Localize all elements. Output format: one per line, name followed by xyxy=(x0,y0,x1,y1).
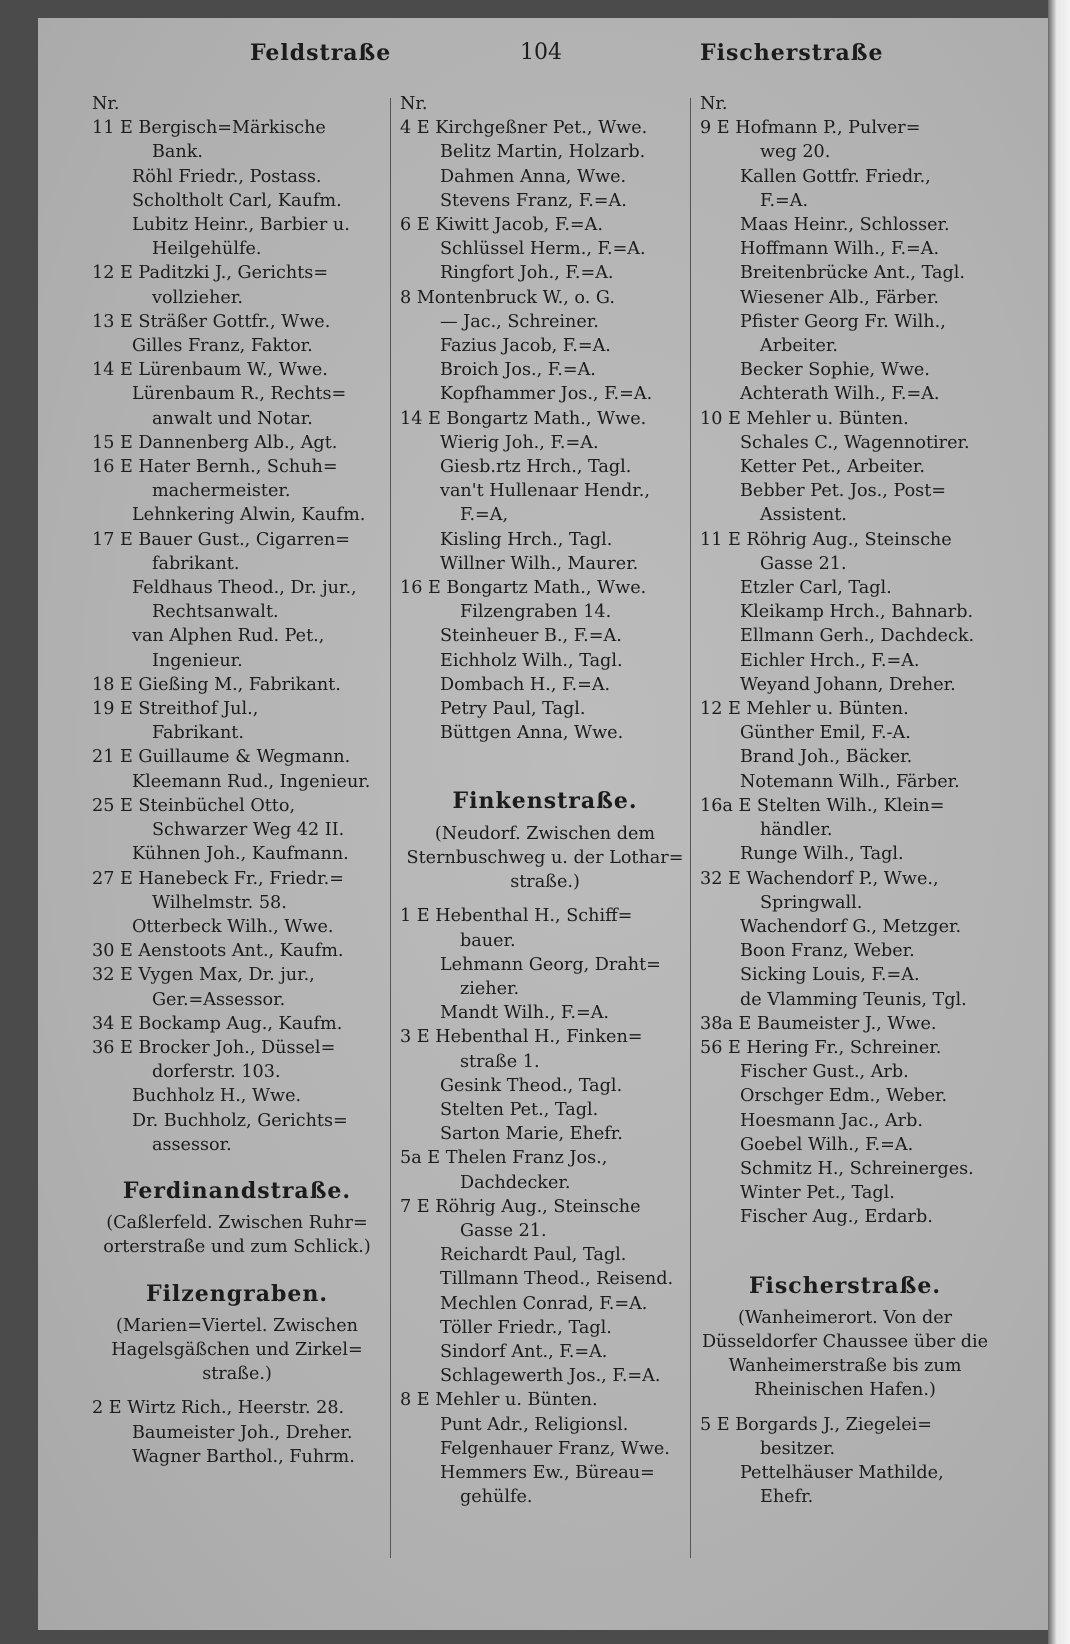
directory-entry: Stevens Franz, F.=A. xyxy=(440,190,627,211)
directory-entry: Hoffmann Wilh., F.=A. xyxy=(740,239,940,260)
column-divider xyxy=(390,98,391,1558)
directory-entry: Willner Wilh., Maurer. xyxy=(440,553,639,574)
directory-entry: Becker Sophie, Wwe. xyxy=(740,360,930,381)
directory-entry: Kallen Gottfr. Friedr., xyxy=(740,166,931,187)
directory-entry: Fabrikant. xyxy=(152,723,244,744)
directory-entry: bauer. xyxy=(460,930,516,951)
directory-entry: machermeister. xyxy=(152,481,291,502)
directory-entry: händler. xyxy=(760,820,833,841)
directory-entry: Büttgen Anna, Wwe. xyxy=(440,723,624,744)
directory-entry: Ingenieur. xyxy=(152,650,243,671)
directory-entry: 38a E Baumeister J., Wwe. xyxy=(700,1013,937,1034)
directory-entry: Wagner Barthol., Fuhrm. xyxy=(132,1446,355,1467)
directory-entry: Ger.=Assessor. xyxy=(152,989,286,1010)
directory-entry: Etzler Carl, Tagl. xyxy=(740,578,892,599)
directory-entry: Tillmann Theod., Reisend. xyxy=(440,1269,674,1290)
directory-entry: Scholtholt Carl, Kaufm. xyxy=(132,190,342,211)
directory-entry: 30 E Aenstoots Ant., Kaufm. xyxy=(92,941,344,962)
directory-entry: 16 E Bongartz Math., Wwe. xyxy=(400,578,647,599)
directory-entry: Dachdecker. xyxy=(460,1172,571,1193)
directory-entry: Goebel Wilh., F.=A. xyxy=(740,1134,914,1155)
directory-entry: F.=A, xyxy=(460,505,509,526)
directory-entry: 16a E Stelten Wilh., Klein= xyxy=(700,795,945,816)
directory-entry: Günther Emil, F.-A. xyxy=(740,723,911,744)
directory-entry: weg 20. xyxy=(760,142,831,163)
directory-entry: Heilgehülfe. xyxy=(152,239,262,260)
directory-entry: 36 E Brocker Joh., Düssel= xyxy=(92,1037,336,1058)
column-divider xyxy=(690,98,691,1558)
directory-entry: Gilles Franz, Faktor. xyxy=(132,336,313,357)
spacer xyxy=(700,1230,990,1252)
directory-entry: 56 E Hering Fr., Schreiner. xyxy=(700,1037,942,1058)
directory-entry: Winter Pet., Tagl. xyxy=(740,1183,895,1204)
directory-entry: Belitz Martin, Holzarb. xyxy=(440,142,646,163)
directory-entry: Maas Heinr., Schlosser. xyxy=(740,215,950,236)
directory-entry: Fischer Aug., Erdarb. xyxy=(740,1207,933,1228)
directory-entry: Boon Franz, Weber. xyxy=(740,941,915,962)
number-label: Nr. xyxy=(400,94,428,114)
directory-entry: straße 1. xyxy=(460,1051,540,1072)
directory-entry: de Vlamming Teunis, Tgl. xyxy=(740,989,967,1010)
directory-entry: 18 E Gießing M., Fabrikant. xyxy=(92,674,341,695)
directory-entry: 19 E Streithof Jul., xyxy=(92,699,259,720)
directory-entry: gehülfe. xyxy=(460,1487,533,1508)
directory-entry: Ringfort Joh., F.=A. xyxy=(440,263,614,284)
directory-entry: 17 E Bauer Gust., Cigarren= xyxy=(92,529,350,550)
directory-entry: Kühnen Joh., Kaufmann. xyxy=(132,844,349,865)
directory-entry: Wierig Joh., F.=A. xyxy=(440,432,599,453)
next-page-edge xyxy=(1048,0,1070,1644)
directory-entry: Bank. xyxy=(152,142,204,163)
directory-entry: — Jac., Schreiner. xyxy=(440,311,599,332)
directory-entry: Pfister Georg Fr. Wilh., xyxy=(740,311,946,332)
column-2 xyxy=(400,92,690,1509)
directory-entry: 11 E Bergisch=Märkische xyxy=(92,118,326,139)
directory-entry: 15 E Dannenberg Alb., Agt. xyxy=(92,432,338,453)
directory-entry: 9 E Hofmann P., Pulver= xyxy=(700,118,921,139)
directory-entry: 2 E Wirtz Rich., Heerstr. 28. xyxy=(92,1398,345,1419)
directory-entry: 32 E Wachendorf P., Wwe., xyxy=(700,868,939,889)
directory-entry: 10 E Mehler u. Bünten. xyxy=(700,408,909,429)
directory-entry: 6 E Kiwitt Jacob, F.=A. xyxy=(400,215,603,236)
directory-entry: Baumeister Joh., Dreher. xyxy=(132,1422,353,1443)
directory-entry: Arbeiter. xyxy=(760,336,838,357)
directory-entry: Wilhelmstr. 58. xyxy=(152,892,287,913)
directory-entry: Brand Joh., Bäcker. xyxy=(740,747,913,768)
directory-entry: Gasse 21. xyxy=(460,1220,547,1241)
street-heading: Ferdinandstraße. xyxy=(122,1177,352,1204)
directory-entry: Pettelhäuser Mathilde, xyxy=(740,1462,944,1483)
directory-entry: 3 E Hebenthal H., Finken= xyxy=(400,1027,643,1048)
street-description: (Wanheimerort. Von der Düsseldorfer Chaussee über die Wanheimerstraße bis zum Rheinischen Hafen.) xyxy=(701,1307,989,1401)
directory-entry: Hoesmann Jac., Arb. xyxy=(740,1110,923,1131)
directory-entry: 5a E Thelen Franz Jos., xyxy=(400,1148,608,1169)
directory-entry: Weyand Johann, Dreher. xyxy=(740,674,956,695)
directory-entry: Sicking Louis, F.=A. xyxy=(740,965,920,986)
street-heading: Finkenstraße. xyxy=(452,788,638,815)
directory-entry: Bebber Pet. Jos., Post= xyxy=(740,481,947,502)
directory-entry: Röhl Friedr., Postass. xyxy=(132,166,322,187)
directory-entry: Fischer Gust., Arb. xyxy=(740,1062,909,1083)
directory-entry: Kleikamp Hrch., Bahnarb. xyxy=(740,602,974,623)
directory-entry: Eichler Hrch., F.=A. xyxy=(740,650,920,671)
directory-entry: fabrikant. xyxy=(152,553,240,574)
directory-entry: Steinheuer B., F.=A. xyxy=(440,626,622,647)
directory-entry: zieher. xyxy=(460,978,520,999)
directory-entry: Lürenbaum R., Rechts= xyxy=(132,384,347,405)
directory-entry: 12 E Paditzki J., Gerichts= xyxy=(92,263,329,284)
directory-entry: Schwarzer Weg 42 II. xyxy=(152,820,345,841)
directory-entry: Otterbeck Wilh., Wwe. xyxy=(132,916,334,937)
directory-entry: Wachendorf G., Metzger. xyxy=(740,916,962,937)
directory-entry: F.=A. xyxy=(760,190,809,211)
directory-entry: Kopfhammer Jos., F.=A. xyxy=(440,384,653,405)
directory-entry: Eichholz Wilh., Tagl. xyxy=(440,650,623,671)
directory-entry: 13 E Sträßer Gottfr., Wwe. xyxy=(92,311,331,332)
directory-entry: van Alphen Rud. Pet., xyxy=(132,626,325,647)
directory-entry: Assistent. xyxy=(760,505,847,526)
directory-entry: Achterath Wilh., F.=A. xyxy=(740,384,940,405)
directory-entry: 27 E Hanebeck Fr., Friedr.= xyxy=(92,868,344,889)
directory-entry: Breitenbrücke Ant., Tagl. xyxy=(740,263,965,284)
directory-entry: anwalt und Notar. xyxy=(152,408,313,429)
column-1 xyxy=(92,92,382,1469)
directory-entry: dorferstr. 103. xyxy=(152,1062,281,1083)
directory-entry: 8 Montenbruck W., o. G. xyxy=(400,287,615,308)
directory-entry: Stelten Pet., Tagl. xyxy=(440,1099,599,1120)
directory-entry: Wiesener Alb., Färber. xyxy=(740,287,940,308)
directory-entry: assessor. xyxy=(152,1134,232,1155)
directory-entry: Schmitz H., Schreinerges. xyxy=(740,1158,974,1179)
directory-entry: 12 E Mehler u. Bünten. xyxy=(700,699,909,720)
number-label: Nr. xyxy=(700,94,728,114)
directory-entry: 16 E Hater Bernh., Schuh= xyxy=(92,457,338,478)
directory-entry: van't Hullenaar Hendr., xyxy=(440,481,650,502)
directory-entry: 1 E Hebenthal H., Schiff= xyxy=(400,906,633,927)
directory-entry: Petry Paul, Tagl. xyxy=(440,699,586,720)
directory-entry: Lubitz Heinr., Barbier u. xyxy=(132,215,350,236)
directory-entry: Springwall. xyxy=(760,892,863,913)
directory-entry: Lehmann Georg, Draht= xyxy=(440,954,661,975)
directory-entry: Kleemann Rud., Ingenieur. xyxy=(132,771,371,792)
directory-entry: Schales C., Wagennotirer. xyxy=(740,432,970,453)
directory-entry: Punt Adr., Religionsl. xyxy=(440,1414,629,1435)
running-head-left: Feldstraße xyxy=(250,40,392,66)
directory-entry: Gesink Theod., Tagl. xyxy=(440,1075,623,1096)
directory-entry: Broich Jos., F.=A. xyxy=(440,360,596,381)
directory-entry: Felgenhauer Franz, Wwe. xyxy=(440,1438,670,1459)
directory-entry: Ellmann Gerh., Dachdeck. xyxy=(740,626,975,647)
directory-entry: Filzengraben 14. xyxy=(460,602,612,623)
directory-entry: Rechtsanwalt. xyxy=(152,602,279,623)
directory-entry: Dombach H., F.=A. xyxy=(440,674,611,695)
directory-entry: 11 E Röhrig Aug., Steinsche xyxy=(700,529,952,550)
directory-entry: Reichardt Paul, Tagl. xyxy=(440,1245,627,1266)
directory-entry: Töller Friedr., Tagl. xyxy=(440,1317,612,1338)
directory-entry: Schlagewerth Jos., F.=A. xyxy=(440,1366,661,1387)
directory-entry: 8 E Mehler u. Bünten. xyxy=(400,1390,598,1411)
directory-entry: 25 E Steinbüchel Otto, xyxy=(92,795,296,816)
directory-entry: Kisling Hrch., Tagl. xyxy=(440,529,613,550)
street-heading: Fischerstraße. xyxy=(748,1272,942,1299)
directory-entry: 34 E Bockamp Aug., Kaufm. xyxy=(92,1013,343,1034)
directory-entry: Ketter Pet., Arbeiter. xyxy=(740,457,925,478)
number-label: Nr. xyxy=(92,94,120,114)
street-description: (Caßlerfeld. Zwischen Ruhr= orterstraße und zum Schlick.) xyxy=(103,1213,371,1258)
street-heading: Filzengraben. xyxy=(145,1280,329,1307)
directory-entry: Dahmen Anna, Wwe. xyxy=(440,166,627,187)
directory-entry: Sarton Marie, Ehefr. xyxy=(440,1124,623,1145)
directory-entry: Dr. Buchholz, Gerichts= xyxy=(132,1110,348,1131)
column-3 xyxy=(700,92,990,1509)
directory-entry: 14 E Lürenbaum W., Wwe. xyxy=(92,360,328,381)
page-number: 104 xyxy=(520,40,562,65)
directory-entry: 7 E Röhrig Aug., Steinsche xyxy=(400,1196,641,1217)
directory-entry: Ehefr. xyxy=(760,1487,814,1508)
spacer xyxy=(400,745,690,767)
directory-entry: Mechlen Conrad, F.=A. xyxy=(440,1293,648,1314)
directory-entry: Sindorf Ant., F.=A. xyxy=(440,1341,608,1362)
directory-entry: 5 E Borgards J., Ziegelei= xyxy=(700,1414,933,1435)
directory-entry: Fazius Jacob, F.=A. xyxy=(440,336,611,357)
street-description: (Neudorf. Zwischen dem Sternbuschweg u. der Lothar= straße.) xyxy=(406,823,684,893)
directory-entry: Mandt Wilh., F.=A. xyxy=(440,1003,609,1024)
directory-entry: Feldhaus Theod., Dr. jur., xyxy=(132,578,357,599)
directory-entry: Hemmers Ew., Büreau= xyxy=(440,1462,655,1483)
street-description: (Marien=Viertel. Zwischen Hagelsgäßchen und Zirkel= straße.) xyxy=(111,1315,363,1385)
directory-entry: Runge Wilh., Tagl. xyxy=(740,844,904,865)
directory-entry: besitzer. xyxy=(760,1438,836,1459)
directory-entry: Orschger Edm., Weber. xyxy=(740,1086,948,1107)
directory-entry: Buchholz H., Wwe. xyxy=(132,1086,302,1107)
directory-entry: Notemann Wilh., Färber. xyxy=(740,771,960,792)
directory-entry: 32 E Vygen Max, Dr. jur., xyxy=(92,965,315,986)
directory-entry: vollzieher. xyxy=(152,287,243,308)
running-head-right: Fischerstraße xyxy=(700,40,884,66)
directory-entry: 14 E Bongartz Math., Wwe. xyxy=(400,408,647,429)
directory-entry: Gasse 21. xyxy=(760,553,847,574)
directory-entry: 4 E Kirchgeßner Pet., Wwe. xyxy=(400,118,648,139)
directory-entry: Lehnkering Alwin, Kaufm. xyxy=(132,505,366,526)
directory-entry: 21 E Guillaume & Wegmann. xyxy=(92,747,351,768)
directory-entry: Schlüssel Herm., F.=A. xyxy=(440,239,646,260)
directory-entry: Giesb.rtz Hrch., Tagl. xyxy=(440,457,632,478)
